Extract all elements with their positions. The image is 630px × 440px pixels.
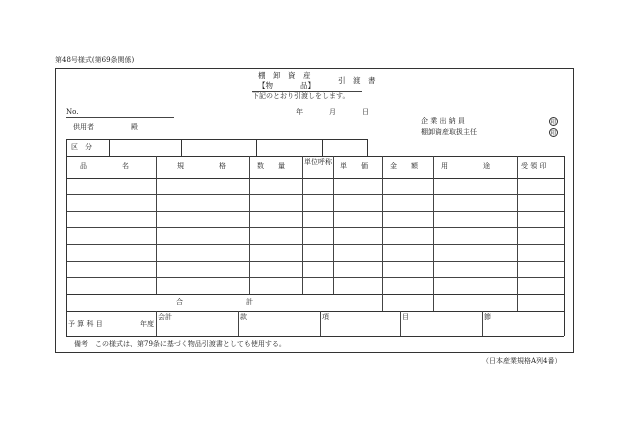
header-spec: 規 格 — [177, 162, 226, 170]
header-qty: 数 量 — [257, 162, 285, 170]
division-right-line — [367, 139, 368, 156]
note-text: 備考 この様式は、第79条に基づく物品引渡書としても使用する。 — [74, 340, 286, 348]
table-right-line — [564, 156, 565, 336]
budget-sep-moku — [400, 311, 401, 336]
budget-moku: 目 — [402, 313, 409, 321]
total-row-bottom — [66, 311, 564, 312]
division-sep-3 — [256, 139, 257, 156]
budget-sep-kou — [320, 311, 321, 336]
header-amount: 金 額 — [390, 162, 418, 170]
budget-sep-setsu — [482, 311, 483, 336]
table-row — [66, 211, 564, 212]
budget-kou: 項 — [322, 313, 329, 321]
col-sep-item — [156, 156, 157, 294]
officer2-label: 棚卸資産取扱主任 — [421, 128, 477, 136]
title-right: 引 渡 書 — [338, 76, 376, 85]
footer-standard: （日本産業規格A列4番） — [482, 357, 562, 365]
division-sep-2 — [181, 139, 182, 156]
header-item: 品 名 — [80, 162, 129, 170]
table-header-bottom — [66, 178, 564, 179]
budget-setsu: 節 — [484, 313, 491, 321]
division-sep-4 — [322, 139, 323, 156]
division-label: 区 分 — [71, 143, 92, 151]
col-sep-use — [517, 156, 518, 311]
budget-label: 予 算 科 目 — [68, 320, 103, 328]
title-subtitle: 下記のとおり引渡しをします。 — [252, 92, 350, 100]
date-year: 年 — [296, 108, 303, 116]
budget-sep-kan — [238, 311, 239, 336]
header-unit: 単位呼称 — [304, 158, 332, 166]
table-row — [66, 277, 564, 278]
budget-row-bottom — [66, 336, 564, 337]
col-sep-unit — [333, 156, 334, 294]
officer1-label: 企 業 出 納 員 — [421, 117, 465, 125]
total-label: 合 計 — [176, 298, 253, 306]
col-sep-spec — [249, 156, 250, 294]
division-left-line — [66, 139, 67, 156]
col-sep-price — [382, 156, 383, 311]
budget-kan: 款 — [240, 313, 247, 321]
budget-year: 年度 — [140, 320, 154, 328]
division-sep-1 — [109, 139, 110, 156]
header-unit-price: 単 価 — [340, 162, 368, 170]
table-row — [66, 244, 564, 245]
table-rows-bottom — [66, 294, 564, 295]
recipient-suffix: 殿 — [131, 123, 138, 131]
date-day: 日 — [362, 108, 369, 116]
seal-mark-1: 印 — [550, 119, 557, 126]
form-number: 第48号様式(第69条関係) — [55, 56, 135, 64]
budget-sep-kaikei — [156, 311, 157, 336]
title-bracket-close: 品】 — [300, 81, 315, 90]
table-row — [66, 194, 564, 195]
header-receipt-seal: 受 領 印 — [521, 162, 547, 170]
no-label: No. — [66, 108, 79, 116]
table-left-line — [66, 156, 67, 336]
recipient-label: 供用者 — [73, 123, 94, 131]
table-row — [66, 227, 564, 228]
budget-kaikei: 会計 — [158, 313, 172, 321]
title-bracket-open: 【物 — [258, 81, 273, 90]
col-sep-amount — [433, 156, 434, 311]
table-top-line — [66, 156, 564, 157]
seal-mark-2: 印 — [550, 130, 557, 137]
date-month: 月 — [329, 108, 336, 116]
table-row — [66, 261, 564, 262]
col-sep-qty — [302, 156, 303, 294]
title-line1: 棚 卸 資 産 — [258, 71, 311, 80]
header-use: 用 途 — [441, 162, 490, 170]
no-underline — [66, 117, 174, 118]
